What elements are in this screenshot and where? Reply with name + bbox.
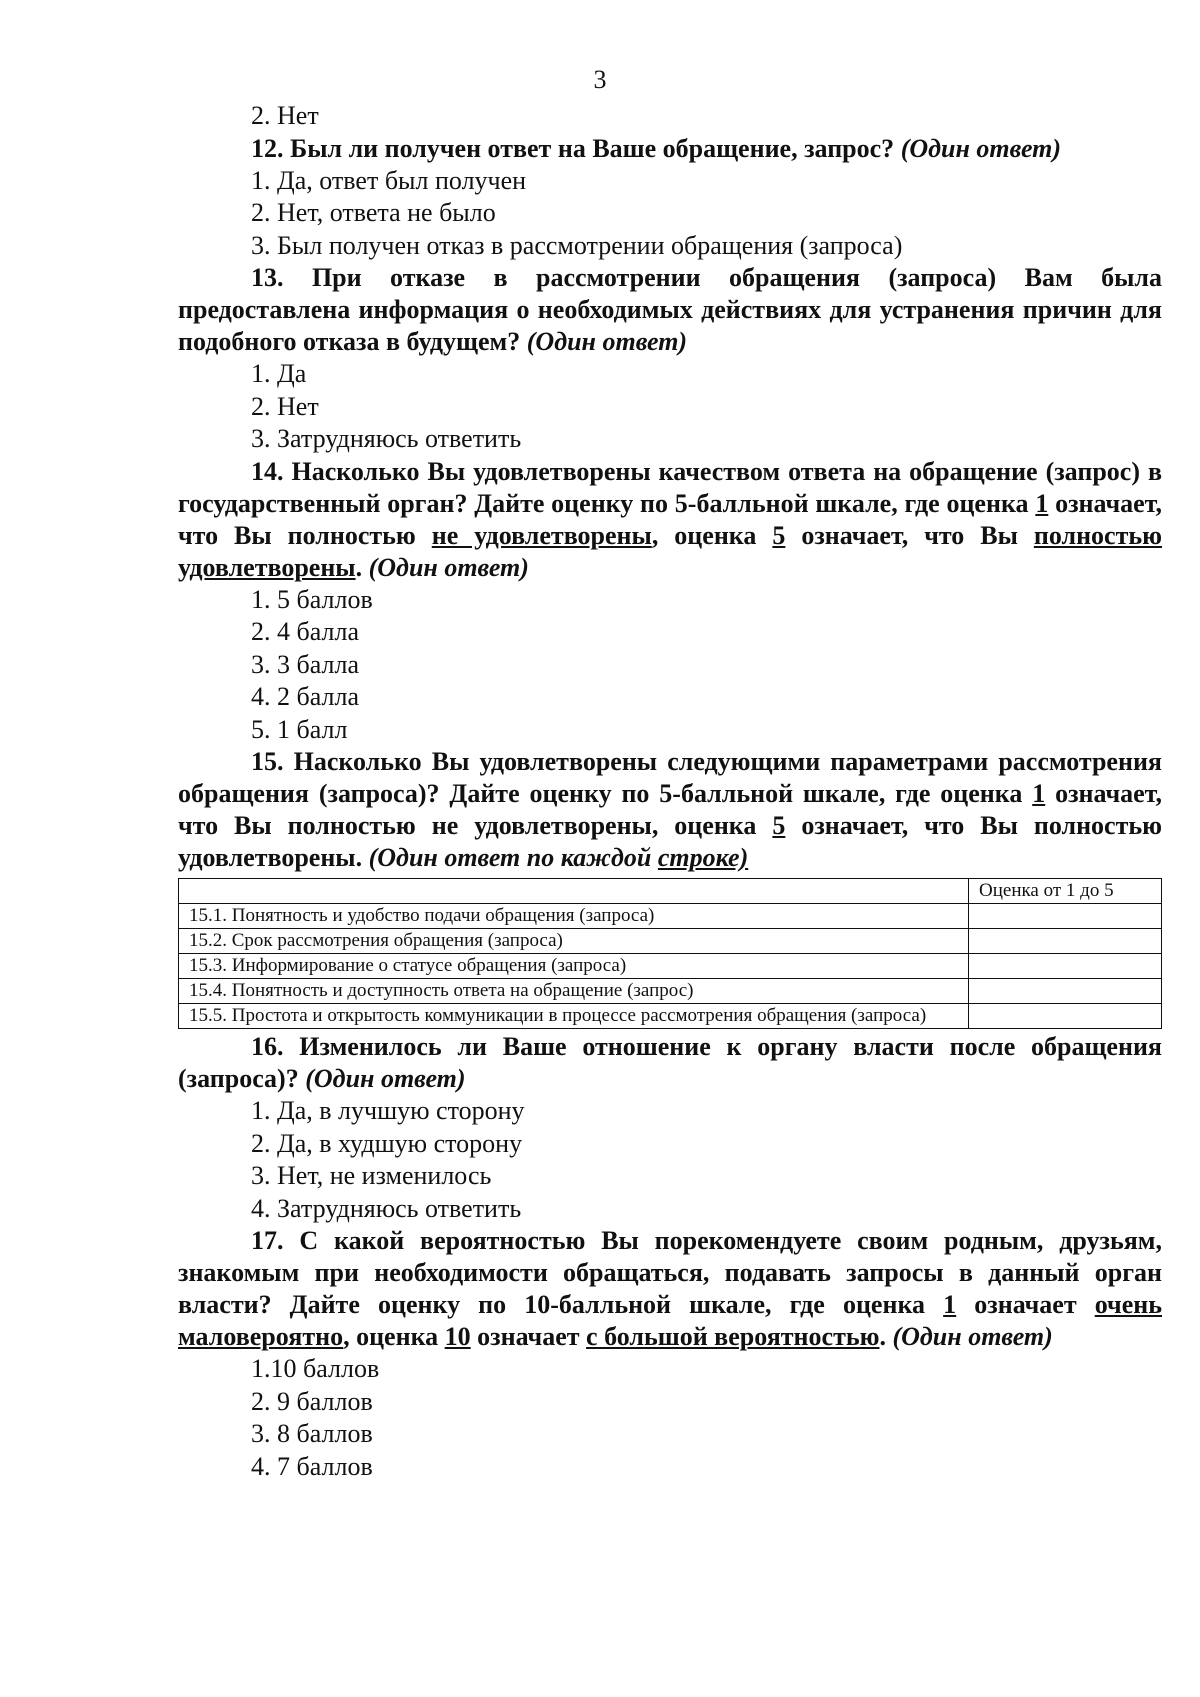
- question-text: .: [355, 552, 363, 582]
- parameter-label: 15.3. Информирование о статусе обращения (запроса): [179, 954, 969, 979]
- parameter-label: 15.2. Срок рассмотрения обращения (запроса): [179, 929, 969, 954]
- question-text: означает, что Вы полностью не удовлетворены, оценка: [178, 779, 1162, 840]
- question-text: 14. Насколько Вы удовлетворены качеством ответа на обращение (запрос) в государственный орган? Дайте оценку по 5-балльной шкале, где оценка: [178, 456, 1162, 518]
- question-text: означает: [470, 1322, 587, 1351]
- answer-option: 2. 4 балла: [251, 617, 359, 646]
- answer-hint: (Один ответ): [305, 1064, 466, 1093]
- score-cell[interactable]: [969, 954, 1162, 979]
- answer-hint: (Один ответ): [526, 327, 688, 356]
- page-number: 3: [593, 65, 607, 94]
- question-15: [178, 746, 1162, 874]
- answer-option: 1. Да, в лучшую сторону: [251, 1096, 525, 1125]
- answer-hint: (Один ответ): [892, 1322, 1053, 1351]
- underlined-term: 5: [772, 811, 786, 840]
- table-row: [179, 979, 1162, 1004]
- score-cell[interactable]: [969, 1004, 1162, 1029]
- question-text: 17. С какой вероятностью Вы порекомендуете своим родным, друзьям, знакомым при необходимости обращаться, подавать запросы в данный орган власти? Дайте оценку по 10-балльной шкале, где оценка: [178, 1226, 1162, 1319]
- underlined-term: 10: [444, 1322, 471, 1351]
- answer-option: 1.10 баллов: [251, 1354, 380, 1383]
- answer-option: 1. Да, ответ был получен: [251, 165, 527, 195]
- answer-option: 3. 3 балла: [251, 649, 359, 679]
- question-text: , оценка: [651, 520, 773, 550]
- question-text: , оценка: [343, 1322, 445, 1351]
- table-row: [179, 929, 1162, 954]
- answer-option: 3. Нет, не изменилось: [251, 1161, 492, 1190]
- question-12: [178, 133, 1162, 165]
- answer-option: 2. Нет, ответа не было: [251, 198, 496, 227]
- score-column-header: Оценка от 1 до 5: [969, 879, 1162, 904]
- table-row: [179, 954, 1162, 979]
- question-text: означает, что Вы полностью: [178, 488, 1162, 550]
- question-13: [178, 262, 1162, 358]
- question-text: .: [879, 1322, 886, 1351]
- underlined-term: полностью удовлетворены: [178, 520, 1162, 582]
- question-17: [178, 1225, 1162, 1353]
- page-content: [178, 100, 1162, 1483]
- answer-option: 4. 2 балла: [251, 682, 359, 711]
- answer-option: 3. Затрудняюсь ответить: [251, 424, 522, 453]
- underlined-term: 1: [1032, 779, 1046, 808]
- parameter-label: 15.5. Простота и открытость коммуникации в процессе рассмотрения обращения (запроса): [179, 1004, 969, 1029]
- underlined-term: не удовлетворены: [431, 520, 652, 550]
- answer-option: 2. Нет: [251, 101, 319, 130]
- table-header-row: [179, 879, 1162, 904]
- underlined-term: 5: [772, 520, 786, 550]
- parameter-label: 15.4. Понятность и доступность ответа на обращение (запрос): [179, 979, 969, 1004]
- answer-option: 3. Был получен отказ в рассмотрении обращения (запроса): [251, 230, 903, 260]
- table-row: [179, 904, 1162, 929]
- table-cell: [179, 879, 969, 904]
- answer-option: 4. Затрудняюсь ответить: [251, 1193, 522, 1223]
- score-cell[interactable]: [969, 929, 1162, 954]
- answer-option: 1. 5 баллов: [251, 584, 373, 614]
- answer-hint: (Один ответ): [900, 133, 1062, 163]
- answer-option: 5. 1 балл: [251, 714, 348, 744]
- question-14: [178, 456, 1162, 584]
- underlined-term: с большой вероятностью: [586, 1322, 880, 1351]
- question-text: означает, что Вы полностью удовлетворены.: [178, 811, 1162, 872]
- answer-option: 2. 9 баллов: [251, 1386, 373, 1416]
- question-text: 15. Насколько Вы удовлетворены следующими параметрами рассмотрения обращения (запроса)? Дайте оценку по 5-балльной шкале, где оценка: [178, 747, 1162, 808]
- answer-hint: (Один ответ): [368, 552, 529, 582]
- underlined-term: очень маловероятно: [178, 1290, 1162, 1351]
- question-text: 12. Был ли получен ответ на Ваше обращение, запрос?: [251, 133, 895, 163]
- underlined-term: 1: [943, 1290, 957, 1319]
- question-text: означает: [956, 1290, 1095, 1319]
- question-text: означает, что Вы: [785, 520, 1034, 550]
- answer-option: 2. Да, в худшую сторону: [251, 1128, 523, 1158]
- underlined-term: 1: [1035, 488, 1049, 518]
- answer-hint: (Один ответ по каждой: [368, 843, 658, 872]
- answer-option: 1. Да: [251, 359, 307, 388]
- answer-option: 4. 7 баллов: [251, 1451, 373, 1481]
- table-row: [179, 1004, 1162, 1029]
- score-cell[interactable]: [969, 979, 1162, 1004]
- answer-hint-underlined: строке): [657, 843, 749, 872]
- parameter-label: 15.1. Понятность и удобство подачи обращения (запроса): [179, 904, 969, 929]
- score-cell[interactable]: [969, 904, 1162, 929]
- question-text: 13. При отказе в рассмотрении обращения (запроса) Вам была предоставлена информация о необходимых действиях для устранения причин для подобного отказа в будущем?: [178, 263, 1162, 356]
- answer-option: 2. Нет: [251, 391, 319, 421]
- rating-table: [178, 878, 1162, 1029]
- question-16: [178, 1031, 1162, 1095]
- question-text: 16. Изменилось ли Ваше отношение к органу власти после обращения (запроса)?: [178, 1032, 1162, 1093]
- answer-option: 3. 8 баллов: [251, 1419, 373, 1448]
